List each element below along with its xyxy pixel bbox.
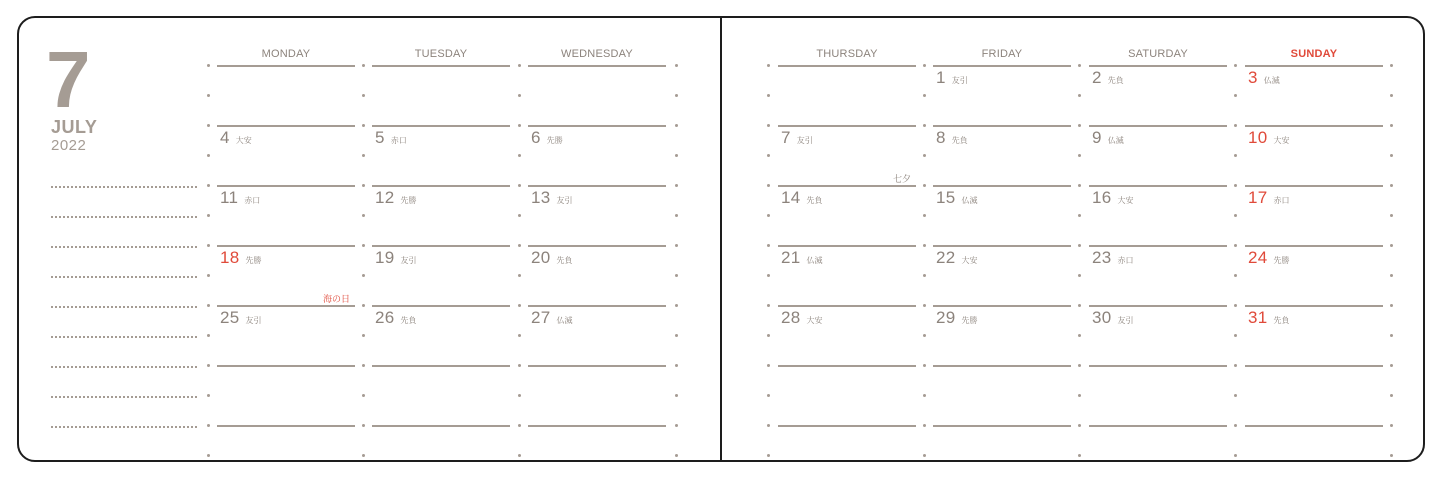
rokuyo-label: 先勝 <box>961 316 978 325</box>
week-line <box>1245 125 1383 127</box>
week-line <box>528 365 666 367</box>
week-line <box>217 125 355 127</box>
day-cell-7[interactable] <box>781 128 813 148</box>
day-number: 4 <box>220 128 230 147</box>
week-line <box>933 65 1071 67</box>
week-line <box>217 425 355 427</box>
grid-dot <box>518 214 521 217</box>
day-number: 24 <box>1248 248 1268 267</box>
rokuyo-label: 先負 <box>1107 76 1124 85</box>
grid-dot <box>1078 184 1081 187</box>
day-number: 18 <box>220 248 240 267</box>
week-line <box>1245 245 1383 247</box>
day-cell-17[interactable] <box>1248 188 1290 208</box>
week-line <box>933 425 1071 427</box>
event-label-tanabata: 七夕 <box>892 174 911 184</box>
grid-dot <box>518 364 521 367</box>
grid-dot <box>207 334 210 337</box>
grid-dot <box>923 64 926 67</box>
day-cell-1[interactable] <box>936 68 968 88</box>
week-line <box>1245 305 1383 307</box>
rokuyo-label: 先勝 <box>1273 256 1290 265</box>
grid-dot <box>1234 304 1237 307</box>
rokuyo-label: 友引 <box>556 196 573 205</box>
day-cell-6[interactable] <box>531 128 563 148</box>
day-number: 17 <box>1248 188 1268 207</box>
grid-dot <box>675 274 678 277</box>
grid-dot <box>1078 454 1081 457</box>
grid-dot <box>923 184 926 187</box>
planner-spine <box>720 16 722 462</box>
day-cell-28[interactable] <box>781 308 823 328</box>
grid-dot <box>1234 214 1237 217</box>
day-number: 1 <box>936 68 946 87</box>
grid-dot <box>518 124 521 127</box>
week-line <box>528 245 666 247</box>
day-cell-16[interactable] <box>1092 188 1134 208</box>
header-tuesday: TUESDAY <box>414 48 468 60</box>
grid-dot <box>675 364 678 367</box>
grid-dot <box>923 154 926 157</box>
week-line <box>1089 365 1227 367</box>
week-line <box>1089 65 1227 67</box>
rokuyo-label: 友引 <box>1117 316 1134 325</box>
grid-dot <box>1390 214 1393 217</box>
rokuyo-label: 先負 <box>806 196 823 205</box>
grid-dot <box>923 424 926 427</box>
grid-dot <box>1390 244 1393 247</box>
grid-dot <box>767 214 770 217</box>
grid-dot <box>1390 94 1393 97</box>
rokuyo-label: 仏滅 <box>961 196 978 205</box>
grid-dot <box>362 334 365 337</box>
grid-dot <box>207 394 210 397</box>
day-number: 5 <box>375 128 385 147</box>
day-cell-4[interactable] <box>220 128 252 148</box>
grid-dot <box>1078 424 1081 427</box>
grid-dot <box>1234 394 1237 397</box>
grid-dot <box>1234 364 1237 367</box>
rokuyo-label: 大安 <box>235 136 252 145</box>
day-cell-2[interactable] <box>1092 68 1124 88</box>
grid-dot <box>207 214 210 217</box>
day-number: 3 <box>1248 68 1258 87</box>
day-cell-5[interactable] <box>375 128 407 148</box>
day-number: 12 <box>375 188 395 207</box>
week-line <box>1089 125 1227 127</box>
memo-line <box>51 336 197 338</box>
rokuyo-label: 先負 <box>556 256 573 265</box>
day-number: 16 <box>1092 188 1112 207</box>
day-cell-15[interactable] <box>936 188 978 208</box>
grid-dot <box>207 364 210 367</box>
memo-line <box>51 426 197 428</box>
memo-line <box>51 306 197 308</box>
grid-dot <box>675 64 678 67</box>
grid-dot <box>1390 394 1393 397</box>
month-number: 7 <box>46 35 89 124</box>
grid-dot <box>1390 274 1393 277</box>
header-friday: FRIDAY <box>981 48 1023 60</box>
week-line <box>778 185 916 187</box>
grid-dot <box>518 424 521 427</box>
week-line <box>933 245 1071 247</box>
grid-dot <box>1390 334 1393 337</box>
grid-dot <box>767 334 770 337</box>
grid-dot <box>923 364 926 367</box>
week-line <box>372 425 510 427</box>
week-line <box>778 425 916 427</box>
grid-dot <box>767 244 770 247</box>
grid-dot <box>207 64 210 67</box>
grid-dot <box>518 154 521 157</box>
grid-dot <box>767 424 770 427</box>
memo-line <box>51 186 197 188</box>
week-line <box>372 65 510 67</box>
day-cell-10[interactable] <box>1248 128 1290 148</box>
grid-dot <box>207 424 210 427</box>
rokuyo-label: 仏滅 <box>806 256 823 265</box>
day-cell-18[interactable] <box>220 248 262 268</box>
memo-line <box>51 276 197 278</box>
day-number: 31 <box>1248 308 1268 327</box>
grid-dot <box>923 394 926 397</box>
grid-dot <box>1078 394 1081 397</box>
day-cell-31[interactable] <box>1248 308 1290 328</box>
day-cell-30[interactable] <box>1092 308 1134 328</box>
grid-dot <box>767 274 770 277</box>
day-cell-12[interactable] <box>375 188 417 208</box>
rokuyo-label: 大安 <box>1273 136 1290 145</box>
grid-dot <box>362 364 365 367</box>
day-number: 10 <box>1248 128 1268 147</box>
grid-dot <box>1234 244 1237 247</box>
week-line <box>372 185 510 187</box>
week-line <box>528 305 666 307</box>
day-number: 25 <box>220 308 240 327</box>
week-line <box>528 185 666 187</box>
grid-dot <box>1234 274 1237 277</box>
header-sunday: SUNDAY <box>1290 48 1338 60</box>
week-line <box>933 185 1071 187</box>
grid-dot <box>923 274 926 277</box>
grid-dot <box>923 214 926 217</box>
rokuyo-label: 赤口 <box>244 196 261 205</box>
rokuyo-label: 友引 <box>951 76 968 85</box>
day-number: 9 <box>1092 128 1102 147</box>
grid-dot <box>518 64 521 67</box>
grid-dot <box>675 154 678 157</box>
day-number: 19 <box>375 248 395 267</box>
day-cell-26[interactable] <box>375 308 417 328</box>
rokuyo-label: 先勝 <box>546 136 563 145</box>
grid-dot <box>923 304 926 307</box>
week-line <box>372 305 510 307</box>
day-cell-14[interactable] <box>781 188 823 208</box>
grid-dot <box>1390 454 1393 457</box>
grid-dot <box>1390 154 1393 157</box>
week-line <box>933 305 1071 307</box>
week-line <box>778 65 916 67</box>
holiday-label-umi-no-hi: 海の日 <box>322 294 350 304</box>
day-cell-3[interactable] <box>1248 68 1280 88</box>
grid-dot <box>923 334 926 337</box>
week-line <box>933 125 1071 127</box>
grid-dot <box>207 154 210 157</box>
day-cell-29[interactable] <box>936 308 978 328</box>
day-cell-13[interactable] <box>531 188 573 208</box>
week-line <box>217 245 355 247</box>
grid-dot <box>207 94 210 97</box>
year: 2022 <box>51 137 87 154</box>
grid-dot <box>207 274 210 277</box>
day-number: 22 <box>936 248 956 267</box>
rokuyo-label: 赤口 <box>390 136 407 145</box>
week-line <box>1245 185 1383 187</box>
rokuyo-label: 友引 <box>245 316 262 325</box>
grid-dot <box>767 154 770 157</box>
rokuyo-label: 大安 <box>806 316 823 325</box>
grid-dot <box>518 304 521 307</box>
week-line <box>778 125 916 127</box>
day-cell-9[interactable] <box>1092 128 1124 148</box>
grid-dot <box>1390 424 1393 427</box>
grid-dot <box>1234 184 1237 187</box>
day-number: 14 <box>781 188 801 207</box>
day-number: 6 <box>531 128 541 147</box>
rokuyo-label: 仏滅 <box>556 316 573 325</box>
grid-dot <box>923 244 926 247</box>
grid-dot <box>675 124 678 127</box>
grid-dot <box>767 184 770 187</box>
grid-dot <box>1390 184 1393 187</box>
grid-dot <box>767 364 770 367</box>
grid-dot <box>675 334 678 337</box>
week-line <box>1089 425 1227 427</box>
day-number: 20 <box>531 248 551 267</box>
rokuyo-label: 友引 <box>796 136 813 145</box>
grid-dot <box>362 154 365 157</box>
grid-dot <box>1078 94 1081 97</box>
grid-dot <box>1390 304 1393 307</box>
memo-line <box>51 366 197 368</box>
rokuyo-label: 先負 <box>951 136 968 145</box>
grid-dot <box>1078 64 1081 67</box>
grid-dot <box>362 454 365 457</box>
grid-dot <box>675 244 678 247</box>
week-line <box>1245 365 1383 367</box>
grid-dot <box>207 304 210 307</box>
grid-dot <box>362 184 365 187</box>
week-line <box>1089 305 1227 307</box>
header-wednesday: WEDNESDAY <box>561 48 633 60</box>
rokuyo-label: 先勝 <box>245 256 262 265</box>
grid-dot <box>1234 454 1237 457</box>
day-number: 7 <box>781 128 791 147</box>
grid-dot <box>923 124 926 127</box>
week-line <box>528 425 666 427</box>
week-line <box>217 305 355 307</box>
day-cell-20[interactable] <box>531 248 573 268</box>
day-cell-25[interactable] <box>220 308 262 328</box>
week-line <box>372 245 510 247</box>
grid-dot <box>207 184 210 187</box>
day-number: 13 <box>531 188 551 207</box>
grid-dot <box>362 64 365 67</box>
grid-dot <box>675 184 678 187</box>
grid-dot <box>207 454 210 457</box>
grid-dot <box>675 94 678 97</box>
grid-dot <box>923 454 926 457</box>
grid-dot <box>1390 64 1393 67</box>
grid-dot <box>362 274 365 277</box>
day-number: 26 <box>375 308 395 327</box>
day-cell-24[interactable] <box>1248 248 1290 268</box>
grid-dot <box>767 304 770 307</box>
day-cell-8[interactable] <box>936 128 968 148</box>
rokuyo-label: 赤口 <box>1117 256 1134 265</box>
grid-dot <box>1234 154 1237 157</box>
day-cell-11[interactable] <box>220 188 260 208</box>
grid-dot <box>767 454 770 457</box>
grid-dot <box>207 244 210 247</box>
day-number: 28 <box>781 308 801 327</box>
day-number: 23 <box>1092 248 1112 267</box>
day-number: 11 <box>220 188 239 207</box>
grid-dot <box>1078 304 1081 307</box>
day-cell-23[interactable] <box>1092 248 1134 268</box>
rokuyo-label: 大安 <box>1117 196 1134 205</box>
grid-dot <box>518 274 521 277</box>
grid-dot <box>675 454 678 457</box>
grid-dot <box>1078 154 1081 157</box>
day-number: 27 <box>531 308 551 327</box>
grid-dot <box>1078 364 1081 367</box>
grid-dot <box>362 424 365 427</box>
day-cell-27[interactable] <box>531 308 573 328</box>
grid-dot <box>675 214 678 217</box>
grid-dot <box>362 94 365 97</box>
day-cell-22[interactable] <box>936 248 978 268</box>
week-line <box>372 125 510 127</box>
week-line <box>778 305 916 307</box>
grid-dot <box>518 454 521 457</box>
grid-dot <box>923 94 926 97</box>
grid-dot <box>362 394 365 397</box>
grid-dot <box>767 94 770 97</box>
grid-dot <box>1234 334 1237 337</box>
memo-line <box>51 396 197 398</box>
week-line <box>217 185 355 187</box>
day-number: 21 <box>781 248 801 267</box>
grid-dot <box>767 64 770 67</box>
grid-dot <box>362 214 365 217</box>
week-line <box>372 365 510 367</box>
grid-dot <box>675 424 678 427</box>
header-saturday: SATURDAY <box>1128 48 1188 60</box>
week-line <box>778 245 916 247</box>
header-thursday: THURSDAY <box>816 48 878 60</box>
grid-dot <box>675 304 678 307</box>
week-line <box>933 365 1071 367</box>
rokuyo-label: 先勝 <box>400 196 417 205</box>
day-cell-19[interactable] <box>375 248 417 268</box>
grid-dot <box>518 334 521 337</box>
rokuyo-label: 先負 <box>1273 316 1290 325</box>
memo-line <box>51 216 197 218</box>
grid-dot <box>362 304 365 307</box>
rokuyo-label: 赤口 <box>1273 196 1290 205</box>
grid-dot <box>1234 124 1237 127</box>
grid-dot <box>518 394 521 397</box>
day-number: 8 <box>936 128 946 147</box>
grid-dot <box>1078 274 1081 277</box>
grid-dot <box>767 394 770 397</box>
grid-dot <box>207 124 210 127</box>
day-number: 29 <box>936 308 956 327</box>
grid-dot <box>1078 244 1081 247</box>
grid-dot <box>518 94 521 97</box>
grid-dot <box>1234 424 1237 427</box>
week-line <box>1245 65 1383 67</box>
week-line <box>217 65 355 67</box>
rokuyo-label: 大安 <box>961 256 978 265</box>
grid-dot <box>1390 364 1393 367</box>
rokuyo-label: 仏滅 <box>1107 136 1124 145</box>
rokuyo-label: 友引 <box>400 256 417 265</box>
grid-dot <box>767 124 770 127</box>
grid-dot <box>1234 94 1237 97</box>
rokuyo-label: 仏滅 <box>1263 76 1280 85</box>
day-cell-21[interactable] <box>781 248 823 268</box>
grid-dot <box>1390 124 1393 127</box>
grid-dot <box>518 244 521 247</box>
grid-dot <box>675 394 678 397</box>
rokuyo-label: 先負 <box>400 316 417 325</box>
grid-dot <box>1078 124 1081 127</box>
grid-dot <box>518 184 521 187</box>
month-name: JULY <box>51 117 98 137</box>
memo-line <box>51 246 197 248</box>
grid-dot <box>1234 64 1237 67</box>
week-line <box>528 125 666 127</box>
week-line <box>1245 425 1383 427</box>
grid-dot <box>1078 334 1081 337</box>
week-line <box>1089 245 1227 247</box>
grid-dot <box>362 124 365 127</box>
grid-dot <box>1078 214 1081 217</box>
week-line <box>217 365 355 367</box>
header-monday: MONDAY <box>261 48 311 60</box>
week-line <box>778 365 916 367</box>
grid-dot <box>362 244 365 247</box>
day-number: 2 <box>1092 68 1102 87</box>
week-line <box>528 65 666 67</box>
week-line <box>1089 185 1227 187</box>
day-number: 15 <box>936 188 956 207</box>
day-number: 30 <box>1092 308 1112 327</box>
